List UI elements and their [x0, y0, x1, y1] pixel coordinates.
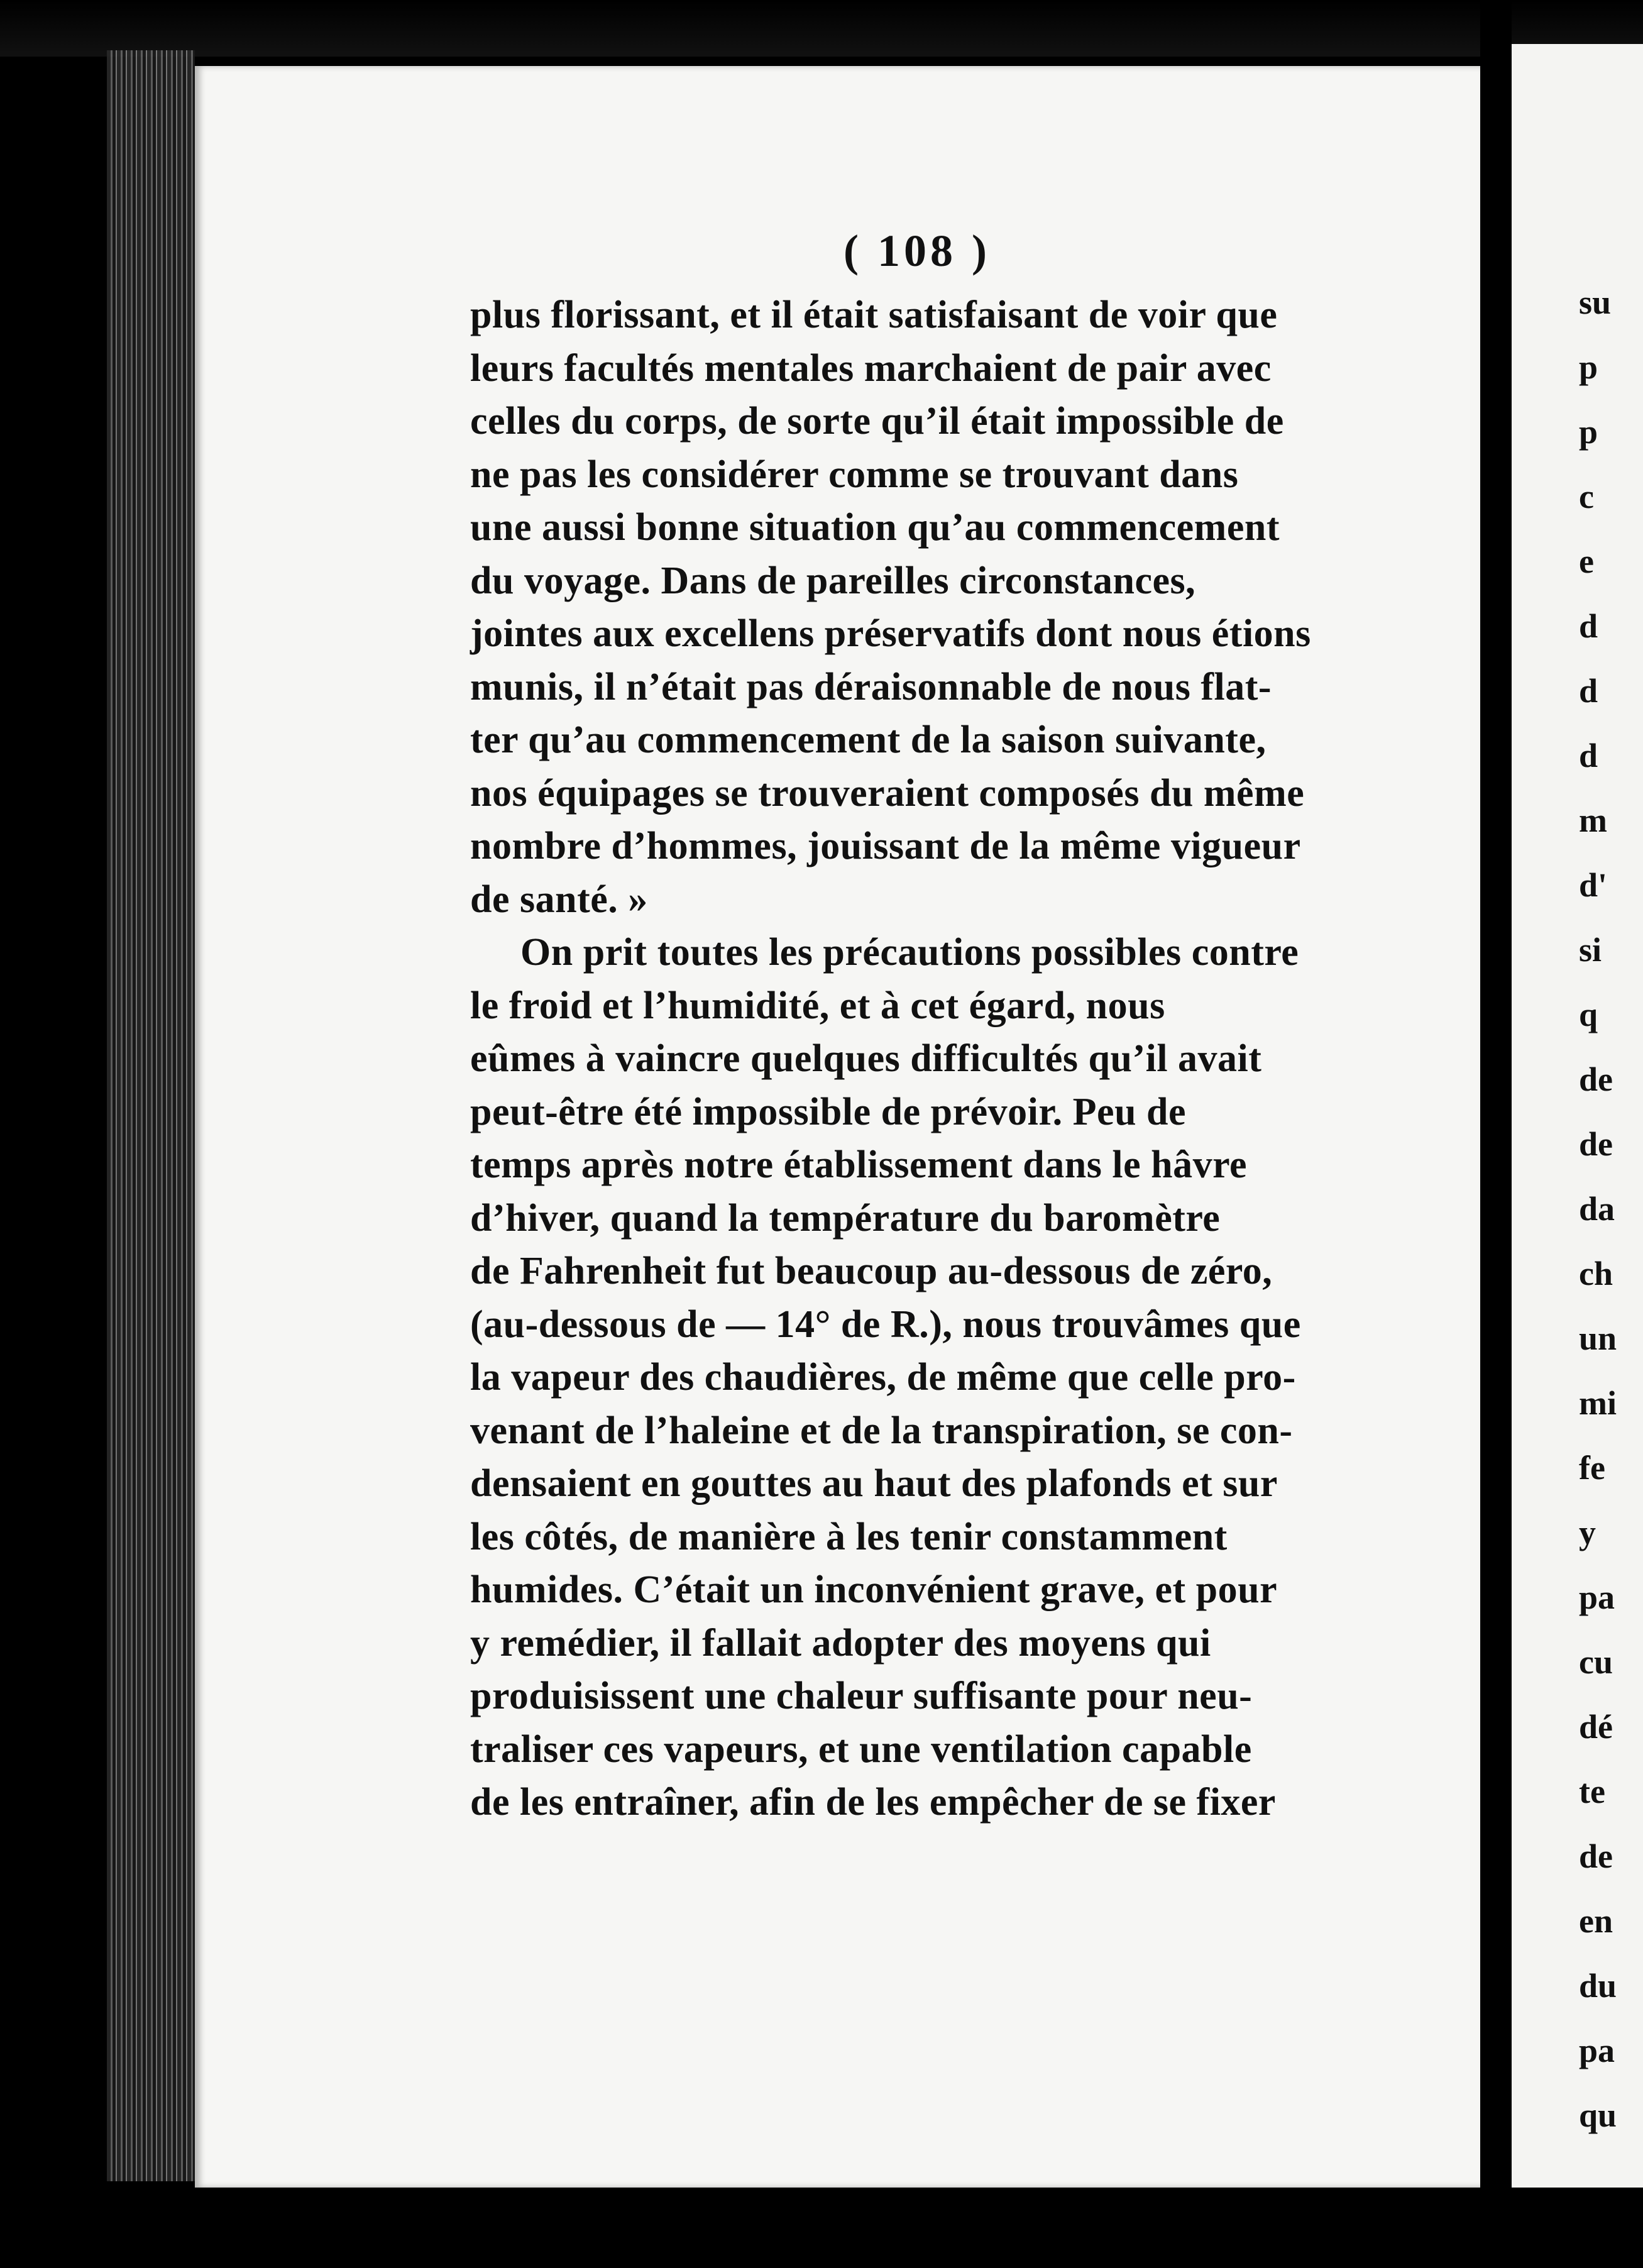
facing-page-fragment: d'	[1579, 866, 1608, 904]
scan-top-shadow	[0, 0, 1643, 57]
facing-page	[1512, 44, 1643, 2213]
text-line: nombre d’hommes, jouissant de la même vigueur	[470, 825, 1301, 867]
text-line: munis, il n’était pas déraisonnable de nous flat-	[470, 665, 1272, 708]
page-number: ( 108 )	[843, 226, 991, 276]
facing-page-fragment: un	[1579, 1319, 1617, 1357]
text-line: eûmes à vaincre quelques difficultés qu’il avait	[470, 1037, 1262, 1080]
text-line: densaient en gouttes au haut des plafonds et sur	[470, 1462, 1278, 1505]
facing-page-fragment: m	[1579, 801, 1607, 839]
facing-page-fragment: p	[1579, 413, 1598, 451]
facing-page-fragment: de	[1579, 1837, 1613, 1875]
text-line: le froid et l’humidité, et à cet égard, nous	[470, 984, 1165, 1027]
facing-page-fragment: du	[1579, 1967, 1617, 2005]
facing-page-fragment: d	[1579, 607, 1598, 645]
facing-page-fragment: e	[1579, 542, 1594, 580]
text-line: plus florissant, et il était satisfaisant de voir que	[470, 294, 1278, 336]
book-gutter	[1480, 0, 1512, 2268]
facing-page-fragment: q	[1579, 996, 1598, 1033]
text-line: On prit toutes les précautions possibles contre	[520, 931, 1299, 974]
text-line: la vapeur des chaudières, de même que celle pro-	[470, 1356, 1296, 1399]
text-line: leurs facultés mentales marchaient de pair avec	[470, 346, 1272, 390]
facing-page-fragment: te	[1579, 1773, 1605, 1810]
text-line: nos équipages se trouveraient composés du même	[470, 771, 1305, 815]
text-line: une aussi bonne situation qu’au commencement	[470, 506, 1280, 549]
text-line: ter qu’au commencement de la saison suivante,	[470, 718, 1267, 761]
text-line: peut-être été impossible de prévoir. Peu de	[470, 1090, 1187, 1133]
facing-page-fragment: y	[1579, 1514, 1596, 1551]
text-line: produisissent une chaleur suffisante pour neu-	[470, 1675, 1253, 1717]
facing-page-fragment: pa	[1579, 2032, 1615, 2069]
facing-page-fragment: de	[1579, 1060, 1613, 1098]
facing-page-fragment: fe	[1579, 1449, 1605, 1487]
facing-page-fragment: c	[1579, 478, 1594, 515]
text-line: d’hiver, quand la température du baromètre	[470, 1196, 1221, 1240]
facing-page-fragment: da	[1579, 1190, 1615, 1228]
facing-page-fragment: pa	[1579, 1578, 1615, 1616]
facing-page-fragment: p	[1579, 348, 1598, 386]
facing-page-fragment: d	[1579, 737, 1598, 774]
facing-page-fragment: dé	[1579, 1708, 1613, 1746]
text-line: jointes aux excellens préservatifs dont nous étions	[470, 612, 1311, 655]
facing-page-fragment: su	[1579, 284, 1612, 321]
text-line: de santé. »	[470, 878, 648, 921]
scan-bottom-border	[0, 2188, 1643, 2268]
facing-page-fragment: de	[1579, 1125, 1613, 1163]
text-line: de Fahrenheit fut beaucoup au-dessous de zéro,	[470, 1250, 1273, 1292]
book-page-edges	[107, 50, 195, 2181]
text-line: venant de l’haleine et de la transpiration, se con-	[470, 1409, 1293, 1452]
facing-page-fragment: d	[1579, 672, 1598, 710]
text-line: (au-dessous de — 14° de R.), nous trouvâmes que	[470, 1302, 1301, 1346]
text-line: temps après notre établissement dans le hâvre	[470, 1143, 1248, 1186]
facing-page-fragment: cu	[1579, 1643, 1613, 1681]
text-line: humides. C’était un inconvénient grave, et pour	[470, 1568, 1278, 1611]
facing-page-fragment: si	[1579, 931, 1602, 969]
text-line: du voyage. Dans de pareilles circonstances,	[470, 559, 1196, 602]
text-line: les côtés, de manière à les tenir constamment	[470, 1515, 1228, 1558]
facing-page-fragment: en	[1579, 1902, 1613, 1940]
text-line: ne pas les considérer comme se trouvant dans	[470, 453, 1239, 496]
text-line: de les entraîner, afin de les empêcher de se fixer	[470, 1781, 1276, 1824]
text-line: y remédier, il fallait adopter des moyens qui	[470, 1621, 1211, 1665]
facing-page-fragment: mi	[1579, 1384, 1617, 1422]
text-line: celles du corps, de sorte qu’il était impossible de	[470, 400, 1284, 443]
facing-page-fragment: ch	[1579, 1255, 1613, 1292]
facing-page-fragment: qu	[1579, 2096, 1617, 2134]
text-line: traliser ces vapeurs, et une ventilation capable	[470, 1727, 1252, 1771]
